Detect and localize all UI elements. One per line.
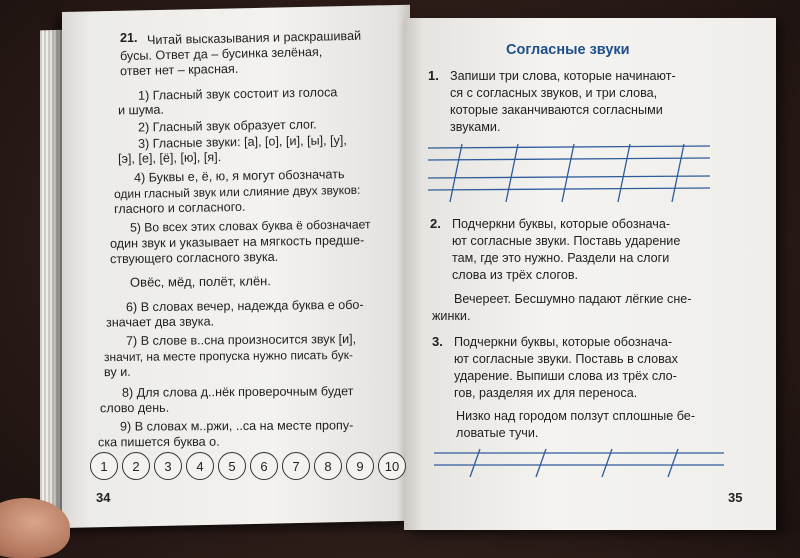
statement-line: 8) Для слова д..нёк проверочным будет	[121, 384, 354, 400]
ex2-line: Подчеркни буквы, которые обознача-	[452, 217, 671, 231]
statement-line: 4) Буквы е, ё, ю, я могут обозначать	[133, 167, 345, 185]
statement-line: ствующего согласного звука.	[109, 249, 279, 267]
statement-line: 7) В слове в..сна произносится звук [и],	[125, 331, 357, 349]
bead[interactable]: 3	[154, 452, 182, 480]
ex1-line: ся с согласных звуков, и три слова,	[450, 86, 658, 100]
ex1-line: Запиши три слова, которые начинают-	[450, 69, 676, 83]
statement-line: один гласный звук или слияние двух звуков:	[113, 182, 361, 202]
section-title: Согласные звуки	[506, 42, 630, 58]
ex2-text: Вечереет. Бесшумно падают лёгкие сне-	[454, 292, 692, 306]
ex2-line: ют согласные звуки. Поставь ударение	[452, 234, 681, 248]
ex3-line: гов, разделяя их для переноса.	[454, 386, 638, 400]
statement-line: 2) Гласный звук образует слог.	[137, 117, 317, 135]
ex1-line: звуками.	[450, 120, 501, 134]
exercise-21-number: 21.	[120, 31, 138, 45]
bead[interactable]: 1	[90, 452, 118, 480]
ex3-text: ловатые тучи.	[456, 426, 539, 440]
ex2-text: жинки.	[432, 309, 471, 323]
intro-line-1: Читай высказывания и раскрашивай	[146, 28, 362, 48]
statement-line: 5) Во всех этих словах буква ё обозначает	[129, 217, 371, 235]
bead[interactable]: 7	[282, 452, 310, 480]
intro-line-2: бусы. Ответ да – бусинка зелёная,	[119, 44, 323, 64]
statement-line: 3) Гласные звуки: [а], [о], [и], [ы], [у],	[137, 133, 347, 151]
statement-line: 6) В словах вечер, надежда буква е обо-	[125, 297, 364, 315]
exercise-2-number: 2.	[430, 216, 441, 231]
ex3-line: ют согласные звуки. Поставь в словах	[454, 352, 678, 366]
example-words: Овёс, мёд, полёт, клён.	[129, 273, 272, 290]
bead[interactable]: 2	[122, 452, 150, 480]
ex3-line: Подчеркни буквы, которые обознача-	[454, 335, 673, 349]
ex2-line: там, где это нужно. Раздели на слоги	[452, 251, 670, 265]
statement-line: один звук и указывает на мягкость предше-	[109, 233, 365, 251]
bead[interactable]: 9	[346, 452, 374, 480]
writing-lines-1[interactable]	[420, 140, 720, 206]
statement-line: слово день.	[99, 400, 170, 416]
exercise-1-number: 1.	[428, 68, 439, 83]
statement-line: 9) В словах м..ржи, ..са на месте пропу-	[119, 418, 354, 434]
page-number-left: 34	[96, 490, 111, 505]
ex3-text: Низко над городом ползут сплошные бе-	[456, 409, 696, 423]
bead[interactable]: 5	[218, 452, 246, 480]
statement-line: гласного и согласного.	[113, 199, 246, 217]
bead[interactable]: 8	[314, 452, 342, 480]
ex1-line: которые заканчиваются согласными	[450, 103, 663, 117]
writing-lines-2[interactable]	[424, 445, 734, 483]
statement-line: [э], [е], [ё], [ю], [я].	[117, 150, 222, 166]
statement-line: ска пишется буква о.	[97, 434, 220, 450]
ex2-line: слова из трёх слогов.	[452, 268, 579, 282]
bead[interactable]: 6	[250, 452, 278, 480]
statement-line: ву и.	[103, 364, 131, 380]
statement-line: и шума.	[117, 102, 165, 118]
intro-line-3: ответ нет – красная.	[119, 61, 239, 79]
bead[interactable]: 4	[186, 452, 214, 480]
page-number-right: 35	[728, 490, 743, 505]
statement-line: значает два звука.	[105, 314, 215, 330]
bead[interactable]: 10	[378, 452, 406, 480]
beads-row	[90, 452, 406, 480]
ex3-line: ударение. Выпиши слова из трёх сло-	[454, 369, 677, 383]
statement-line: значит, на месте пропуска нужно писать бук-	[103, 347, 354, 365]
statement-line: 1) Гласный звук состоит из голоса	[137, 85, 338, 103]
exercise-3-number: 3.	[432, 334, 443, 349]
